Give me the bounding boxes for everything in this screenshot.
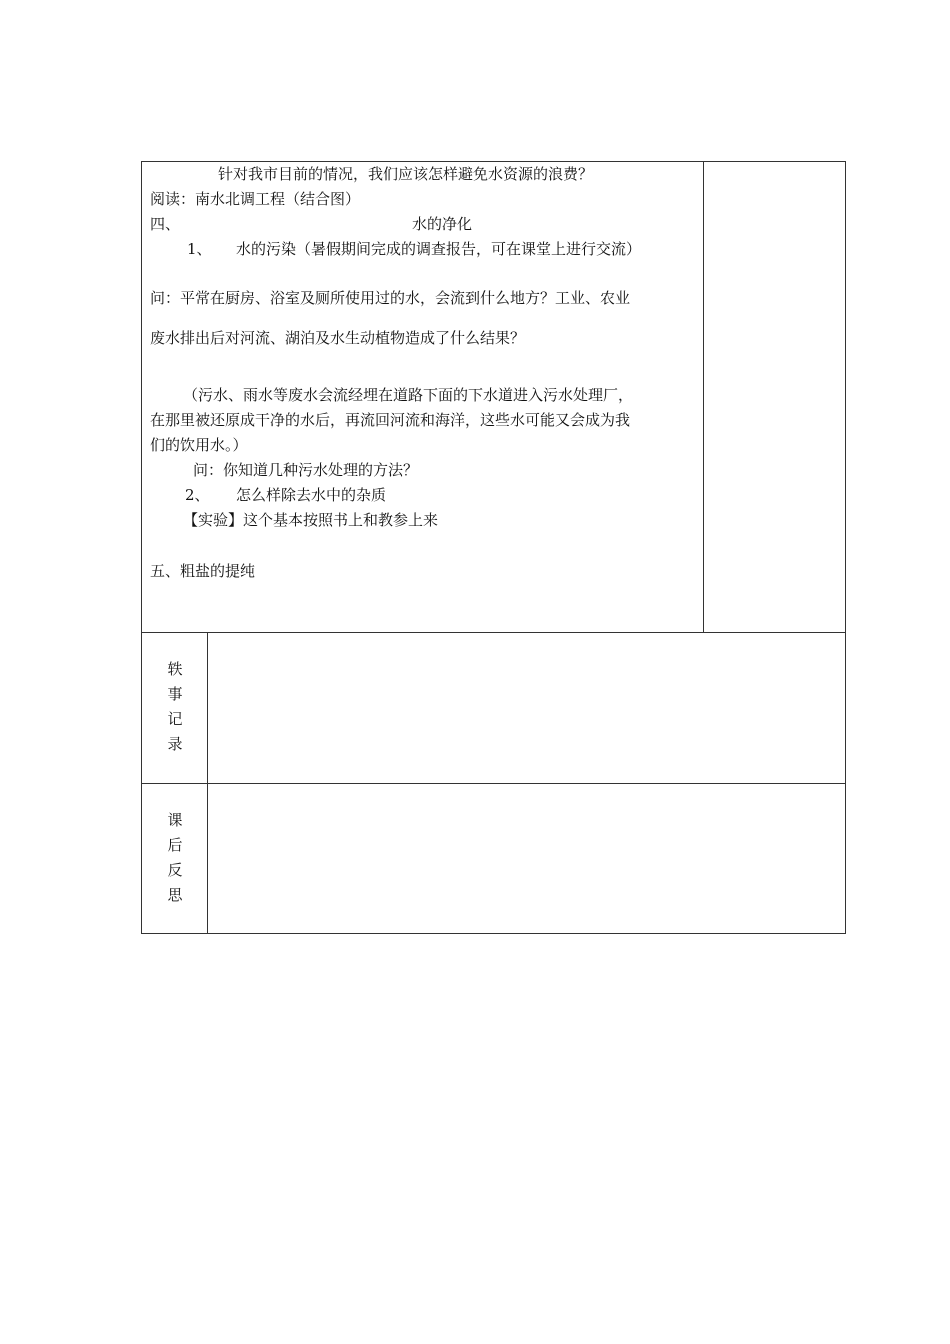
item-2-text: 怎么样除去水中的杂质: [236, 486, 387, 504]
reflection-char-1: 课: [167, 811, 183, 829]
reflection-cell: [208, 784, 845, 933]
question-1-line-2: 废水排出后对河流、湖泊及水生动植物造成了什么结果？: [150, 329, 526, 347]
answer-line-3: 们的饮用水。）: [150, 436, 248, 454]
table-right-border: [845, 161, 846, 934]
section-4-number: 四、: [150, 215, 181, 233]
anecdote-record-cell: [208, 633, 845, 783]
item-1-text: 水的污染（暑假期间完成的调查报告，可在课堂上进行交流）: [236, 240, 642, 258]
section-5-title: 五、粗盐的提纯: [150, 562, 256, 580]
answer-line-1: （污水、雨水等废水会流经埋在道路下面的下水道进入污水处理厂，: [183, 386, 634, 404]
item-2-number: 2、: [185, 486, 210, 504]
reflection-char-2: 后: [167, 836, 183, 854]
table-left-border: [141, 161, 142, 934]
anecdote-char-2: 事: [167, 685, 183, 703]
answer-line-2: 在那里被还原成干净的水后，再流回河流和海洋，这些水可能又会成为我: [150, 411, 631, 429]
paragraph-reading: 阅读：南水北调工程（结合图）: [150, 190, 361, 208]
reflection-char-3: 反: [167, 861, 183, 879]
anecdote-char-3: 记: [167, 710, 183, 728]
section-4-title: 水的净化: [412, 215, 473, 233]
question-1-line-1: 问：平常在厨房、浴室及厕所使用过的水，会流到什么地方？工业、农业: [150, 289, 631, 307]
notes-column: [704, 162, 845, 632]
question-2: 问：你知道几种污水处理的方法？: [193, 461, 419, 479]
experiment-note: 【实验】这个基本按照书上和教参上来: [183, 511, 439, 529]
anecdote-char-4: 录: [167, 735, 183, 753]
item-1-number: 1、: [187, 240, 212, 258]
reflection-char-4: 思: [167, 886, 183, 904]
paragraph-water-waste: 针对我市目前的情况，我们应该怎样避免水资源的浪费？: [218, 165, 594, 183]
anecdote-char-1: 轶: [167, 660, 183, 678]
table-bottom-border: [141, 933, 846, 934]
